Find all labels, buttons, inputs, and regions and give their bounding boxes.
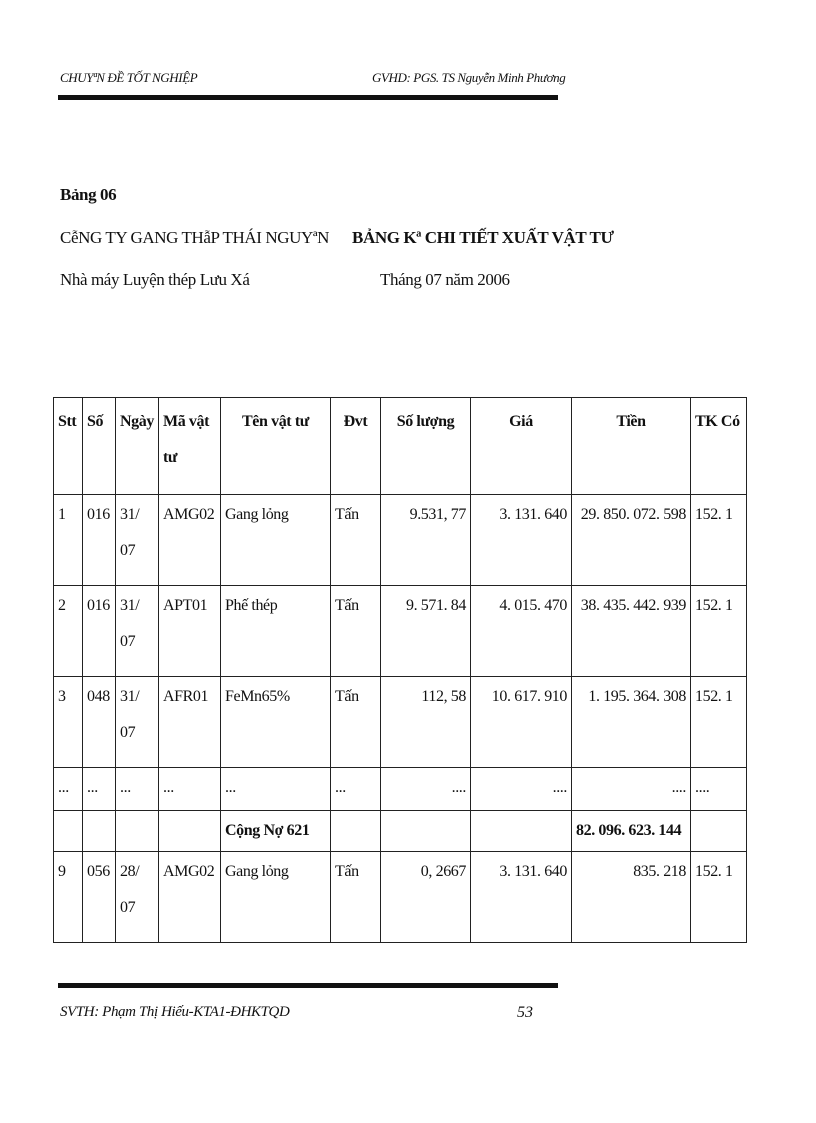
- cell-number: 016: [83, 586, 116, 677]
- cell-stt: 2: [54, 586, 83, 677]
- cell-amount: 29. 850. 072. 598: [572, 495, 691, 586]
- total-row: [54, 811, 747, 852]
- ellipsis-cell: ...: [159, 768, 221, 811]
- factory-name: Nhà máy Luyện thép Lưu Xá: [60, 270, 250, 289]
- cell-material-name: Gang lỏng: [221, 852, 331, 943]
- column-header: Ngày: [116, 398, 159, 495]
- cell-number: 048: [83, 677, 116, 768]
- footer-rule: [58, 983, 558, 988]
- table-header-row: [54, 398, 747, 495]
- column-header: Tên vật tư: [221, 398, 331, 495]
- cell-stt: 1: [54, 495, 83, 586]
- column-header: Số lượng: [381, 398, 471, 495]
- company-name: CễNG TY GANG THẫP THÁI NGUYªN: [60, 228, 330, 247]
- page-number: 53: [517, 1004, 533, 1021]
- column-header: Số: [83, 398, 116, 495]
- ellipsis-cell: ...: [83, 768, 116, 811]
- report-period: Tháng 07 năm 2006: [380, 270, 510, 289]
- table-row: [54, 495, 747, 586]
- materials-issue-table: [53, 397, 747, 943]
- table-row: [54, 852, 747, 943]
- cell-price: 3. 131. 640: [471, 852, 572, 943]
- table-row: [54, 677, 747, 768]
- cell-material-name: Gang lỏng: [221, 495, 331, 586]
- cell-amount: 1. 195. 364. 308: [572, 677, 691, 768]
- ellipsis-cell: ....: [691, 768, 747, 811]
- cell-quantity: 0, 2667: [381, 852, 471, 943]
- total-label: Cộng Nợ 621: [221, 811, 331, 852]
- column-header: Giá: [471, 398, 572, 495]
- cell-unit: Tấn: [331, 677, 381, 768]
- ellipsis-cell: ....: [381, 768, 471, 811]
- cell-material-code: APT01: [159, 586, 221, 677]
- cell-quantity: 9.531, 77: [381, 495, 471, 586]
- cell-unit: Tấn: [331, 495, 381, 586]
- cell-material-name: FeMn65%: [221, 677, 331, 768]
- ellipsis-cell: ....: [471, 768, 572, 811]
- cell-material-code: AMG02: [159, 852, 221, 943]
- column-header: Mã vật tư: [159, 398, 221, 495]
- cell-date: 28/ 07: [116, 852, 159, 943]
- running-header-left: CHUYªN ĐỀ TỐT NGHIỆP: [60, 70, 198, 85]
- cell-date: 31/ 07: [116, 586, 159, 677]
- cell-material-name: Phế thép: [221, 586, 331, 677]
- cell-material-code: AMG02: [159, 495, 221, 586]
- cell-unit: Tấn: [331, 586, 381, 677]
- table-caption: Bảng 06: [60, 185, 117, 204]
- cell-material-code: AFR01: [159, 677, 221, 768]
- ellipsis-cell: ....: [572, 768, 691, 811]
- ellipsis-cell: ...: [221, 768, 331, 811]
- total-amount: 82. 096. 623. 144: [572, 811, 691, 852]
- cell-date: 31/ 07: [116, 677, 159, 768]
- cell-unit: Tấn: [331, 852, 381, 943]
- column-header: Tiền: [572, 398, 691, 495]
- column-header: Stt: [54, 398, 83, 495]
- cell-amount: 835. 218: [572, 852, 691, 943]
- cell-number: 056: [83, 852, 116, 943]
- cell-number: 016: [83, 495, 116, 586]
- table-row: [54, 586, 747, 677]
- ellipsis-cell: ...: [116, 768, 159, 811]
- cell-credit-account: 152. 1: [691, 586, 747, 677]
- cell-date: 31/ 07: [116, 495, 159, 586]
- cell-stt: 9: [54, 852, 83, 943]
- cell-price: 10. 617. 910: [471, 677, 572, 768]
- running-header-right: GVHD: PGS. TS Nguyễn Minh Phương: [372, 70, 566, 85]
- cell-credit-account: 152. 1: [691, 852, 747, 943]
- cell-quantity: 112, 58: [381, 677, 471, 768]
- cell-price: 4. 015. 470: [471, 586, 572, 677]
- ellipsis-cell: ...: [54, 768, 83, 811]
- ellipsis-row: [54, 768, 747, 811]
- column-header: TK Có: [691, 398, 747, 495]
- cell-stt: 3: [54, 677, 83, 768]
- running-footer-author: SVTH: Phạm Thị Hiếu-KTA1-ĐHKTQD: [60, 1004, 290, 1020]
- cell-quantity: 9. 571. 84: [381, 586, 471, 677]
- cell-credit-account: 152. 1: [691, 677, 747, 768]
- column-header: Đvt: [331, 398, 381, 495]
- cell-credit-account: 152. 1: [691, 495, 747, 586]
- cell-price: 3. 131. 640: [471, 495, 572, 586]
- document-title: BẢNG Kª CHI TIẾT XUẤT VẬT TƯ: [352, 228, 614, 247]
- cell-amount: 38. 435. 442. 939: [572, 586, 691, 677]
- ellipsis-cell: ...: [331, 768, 381, 811]
- header-rule: [58, 95, 558, 100]
